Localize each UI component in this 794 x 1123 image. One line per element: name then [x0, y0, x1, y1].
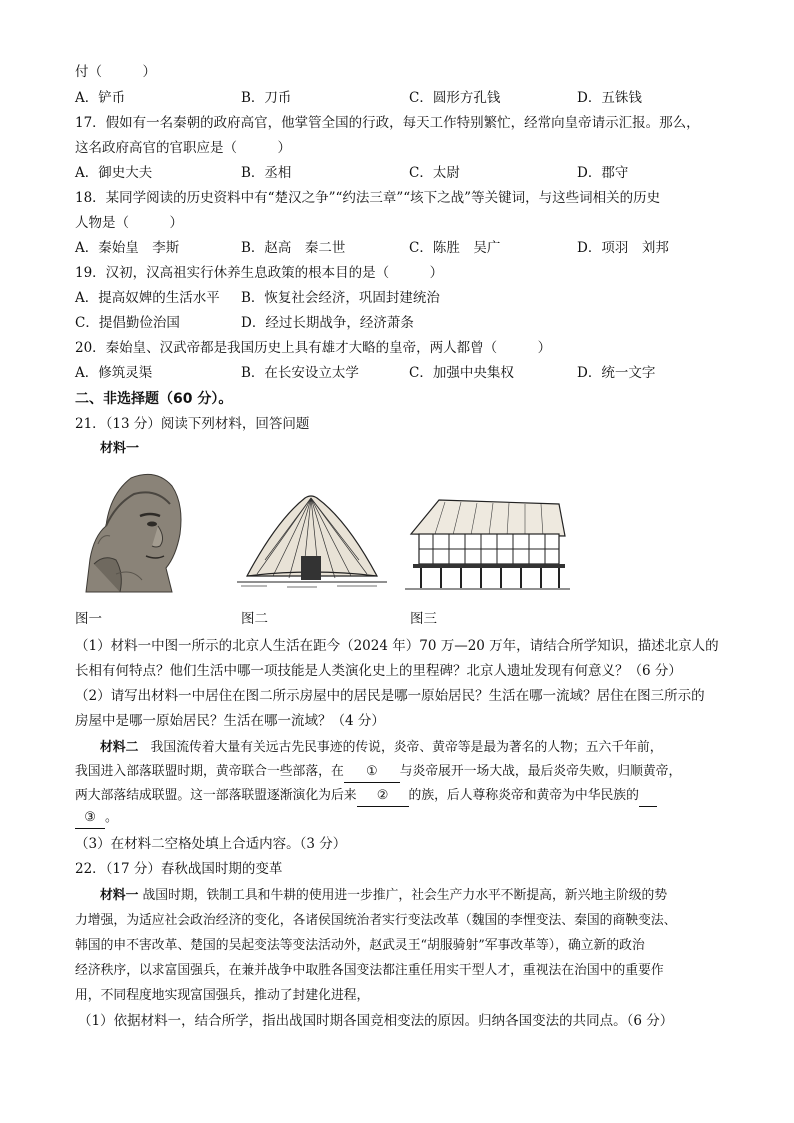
figure1-caption: 图一	[75, 611, 102, 627]
q21-part3: （3）在材料二空格处填上合适内容。（3 分）	[75, 836, 347, 852]
q19-option-a: A．提高奴婢的生活水平	[75, 290, 220, 306]
q22-material1-line5: 用，不同程度地实现富国强兵，推动了封建化进程，	[75, 988, 370, 1003]
q21-material2-label: 材料二	[100, 740, 139, 755]
q17-option-a: A．御史大夫	[75, 165, 153, 181]
q16-option-c: C．圆形方孔钱	[409, 90, 501, 106]
q21-part1-line1: （1）材料一中图一所示的北京人生活在距今（2024 年）70 万—20 万年，请结合所学知识，描述北京人的	[75, 638, 719, 654]
q21-material2-line3: 两大部落结成联盟。这一部落联盟逐渐演化为后来 ② 的族，后人尊称炎帝和黄帝为中华民族的	[75, 786, 657, 807]
q16-option-b: B．刀币	[241, 90, 292, 106]
q16-stem-tail: 付（ ）	[75, 64, 156, 80]
q20-stem: 20．秦始皇、汉武帝都是我国历史上具有雄才大略的皇帝，两人都曾（ ）	[75, 340, 552, 356]
q18-option-d: D．项羽 刘邦	[577, 240, 669, 256]
q16-option-a: A．铲币	[75, 90, 126, 106]
q19-stem: 19．汉初，汉高祖实行休养生息政策的根本目的是（ ）	[75, 265, 444, 281]
q19-option-c: C．提倡勤俭治国	[75, 315, 180, 331]
q19-option-d: D．经过长期战争，经济萧条	[241, 315, 414, 331]
figure2-caption: 图二	[241, 611, 268, 627]
figure3-caption: 图三	[410, 611, 437, 627]
q22-part1: （1）依据材料一，结合所学，指出战国时期各国竞相变法的原因。归纳各国变法的共同点。（6 分）	[78, 1013, 674, 1029]
q22-material1-line3: 韩国的申不害改革、楚国的吴起变法等变法活动外，赵武灵王“胡服骑射”军事改革等），确立新的政治	[75, 938, 645, 953]
blank-3: ③	[75, 808, 105, 829]
figure1-peking-man-image	[76, 464, 188, 594]
q21-intro: 21．（13 分）阅读下列材料，回答问题	[75, 416, 310, 432]
blank-1: ①	[344, 762, 400, 783]
q21-part2-line2: 房屋中是哪一原始居民？生活在哪一流域？（4 分）	[75, 713, 385, 729]
q22-material1-label: 材料一	[100, 888, 139, 903]
q21-material2-line1	[100, 738, 662, 758]
q20-option-a: A．修筑灵渠	[75, 365, 153, 381]
q18-stem-line1: 18．某同学阅读的历史资料中有“楚汉之争”“约法三章”“垓下之战”等关键词，与这些词相关的历史	[75, 190, 661, 206]
q17-stem-line1: 17．假如有一名秦朝的政府高官，他掌管全国的行政，每天工作特别繁忙，经常向皇帝请示汇报。那么，	[75, 115, 700, 131]
q18-option-a: A．秦始皇 李斯	[75, 240, 180, 256]
q22-intro: 22．（17 分）春秋战国时期的变革	[75, 861, 283, 877]
q18-option-b: B．赵高 秦二世	[241, 240, 346, 256]
q20-option-d: D．统一文字	[577, 365, 656, 381]
figure2-thatched-hut-image	[237, 490, 387, 590]
q21-part2-line1: （2）请写出材料一中居住在图二所示房屋中的居民是哪一原始居民？生活在哪一流域？居住在图三所示的	[75, 688, 705, 704]
q16-option-d: D．五铢钱	[577, 90, 642, 106]
q18-option-c: C．陈胜 吴广	[409, 240, 501, 256]
q17-option-c: C．太尉	[409, 165, 460, 181]
q20-option-b: B．在长安设立太学	[241, 365, 359, 381]
q21-part1-line2: 长相有何特点？他们生活中哪一项技能是人类演化史上的里程碑？北京人遗址发现有何意义？（6 分）	[75, 663, 682, 679]
q17-option-d: D．郡守	[577, 165, 629, 181]
q22-material1-line4: 经济秩序，以求富国强兵，在兼并战争中取胜各国变法都注重任用实干型人才，重视法在治国中的重要作	[75, 963, 664, 978]
q22-material1-line1: 材料一 战国时期，铁制工具和牛耕的使用进一步推广，社会生产力水平不断提高，新兴地主阶级的势	[100, 888, 668, 903]
section-title: 二、非选择题（60 分）。	[75, 391, 233, 407]
q19-option-b: B．恢复社会经济，巩固封建统治	[241, 290, 440, 306]
q22-material1-line2: 力增强，为适应社会政治经济的变化，各诸侯国统治者实行变法改革（魏国的李悝变法、秦国的商鞅变法、	[75, 913, 677, 928]
q20-option-c: C．加强中央集权	[409, 365, 514, 381]
q17-option-b: B．丞相	[241, 165, 292, 181]
q17-stem-line2: 这名政府高官的官职应是（ ）	[75, 140, 291, 156]
q21-material2-line2: 我国进入部落联盟时期，黄帝联合一些部落，在 ① 与炎帝展开一场大战，最后炎帝失败，归顺黄帝，	[75, 762, 681, 783]
q21-material2-line4: ③ 。	[75, 808, 118, 829]
figure3-stilt-house-image	[405, 494, 570, 592]
blank-2: ②	[357, 786, 409, 807]
q21-material1-label: 材料一	[100, 441, 140, 456]
q21-material2-text1: 我国流传着大量有关远古先民事迹的传说，炎帝、黄帝等是最为著名的人物；五六千年前，	[150, 740, 663, 755]
q18-stem-line2: 人物是（ ）	[75, 215, 183, 231]
